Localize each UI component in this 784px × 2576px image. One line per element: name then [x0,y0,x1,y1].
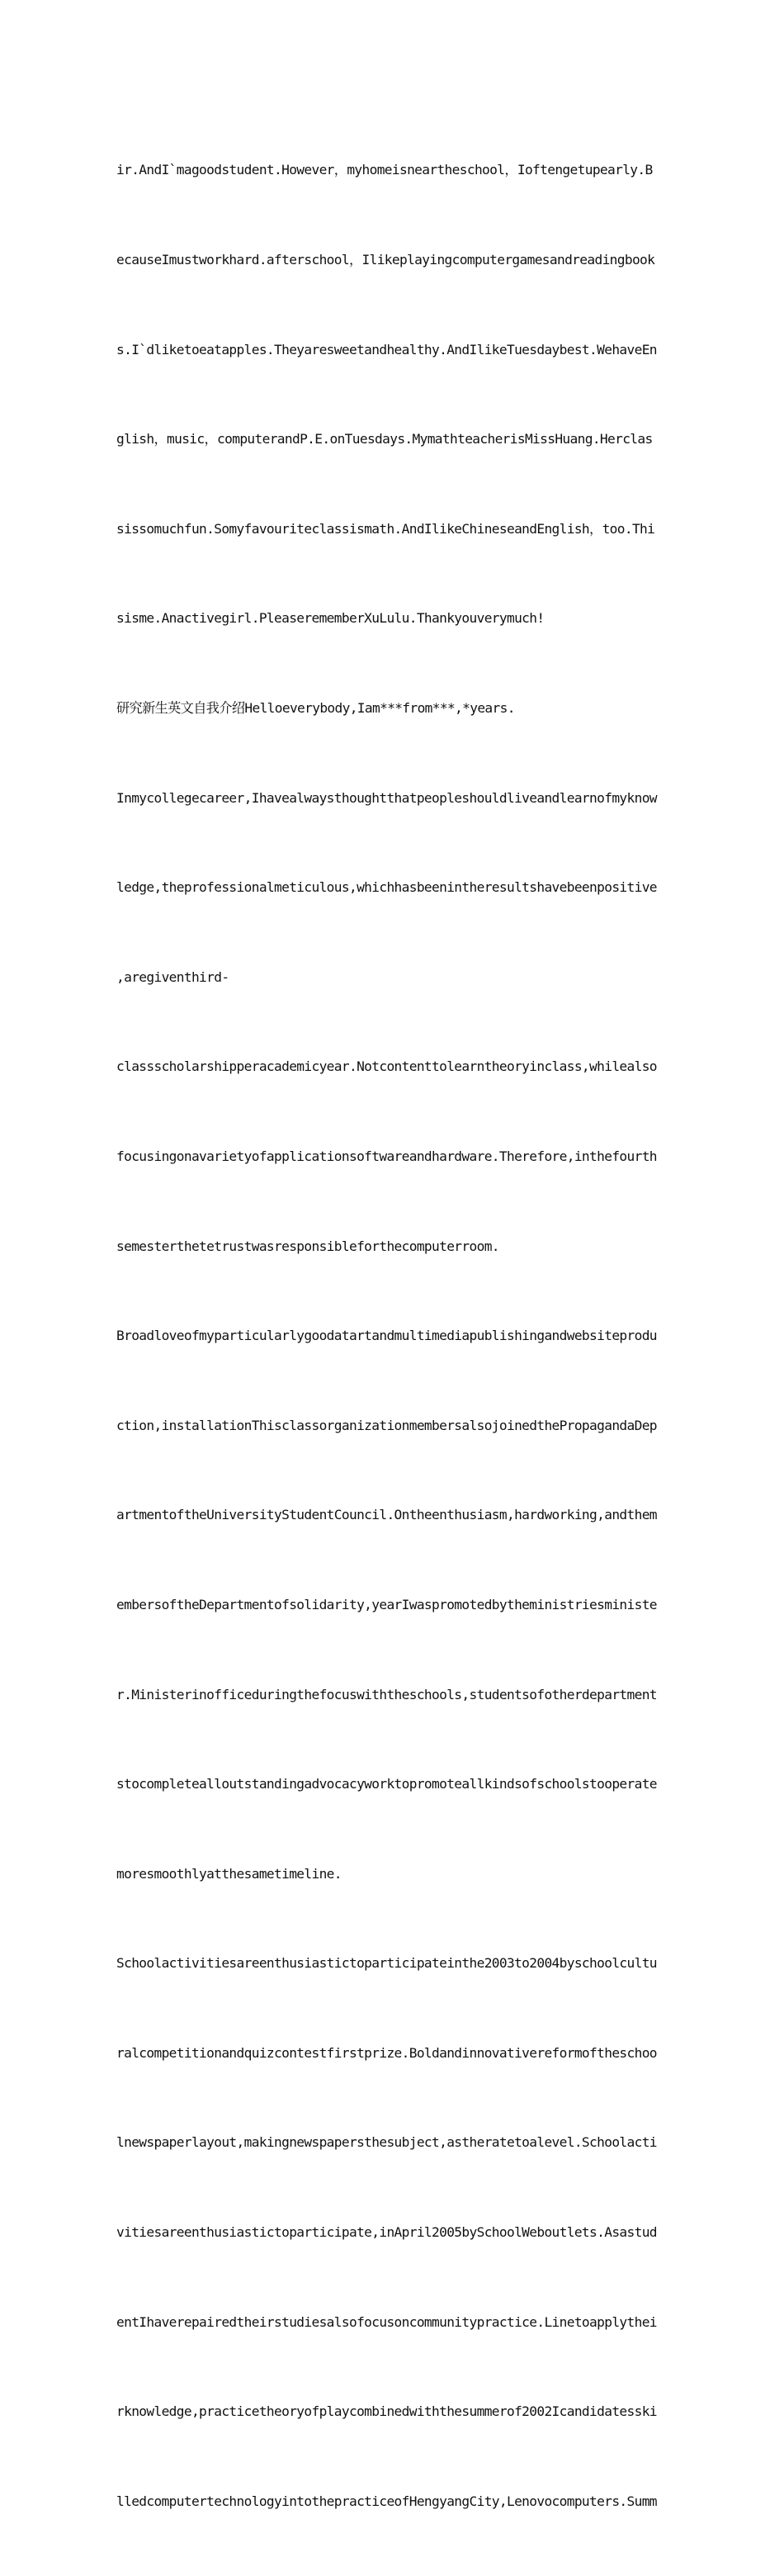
text-line: sissomuchfun.Somyfavouriteclassismath.AndIlikeChineseandEnglish，too.Thi [116,520,655,537]
text-line: ,aregiventhird- [116,968,229,985]
text-line: artmentoftheUniversityStudentCouncil.Ontheenthusiasm,hardworking,andthem [116,1507,657,1523]
text-line: stocompletealloutstandingadvocacyworktopromoteallkindsofschoolstooperate [116,1776,657,1792]
text-line: lledcomputertechnologyintothepracticeofHengyangCity,Lenovocomputers.Summ [116,2493,657,2509]
text-line: moresmoothlyatthesametimeline. [116,1865,342,1882]
text-line: Inmycollegecareer,Ihavealwaysthoughtthatpeopleshouldliveandlearnofmyknow [116,789,657,806]
text-line: semesterthetetrustwasresponsibleforthecomputerroom. [116,1238,499,1254]
text-line: ledge,theprofessionalmeticulous,whichhasbeenintheresultshavebeenpositive [116,879,657,896]
text-line: entIhaverepairedtheirstudiesalsofocusoncommunitypractice.Linetoapplythei [116,2313,657,2330]
text-line: ir.AndI`magoodstudent.However，myhomeisneartheschool，Ioftengetupearly.B [116,162,653,178]
text-line: 研究新生英文自我介绍Helloeverybody,Iam***from***,*years. [116,699,515,716]
text-line: classscholarshipperacademicyear.Notcontenttolearntheoryinclass,whilealso [116,1058,657,1075]
text-line: r.Ministerinofficeduringthefocuswiththeschools,studentsofotherdepartment [116,1686,657,1702]
text-line: focusingonavarietyofapplicationsoftwareandhardware.Therefore,inthefourth [116,1148,657,1164]
text-line: vitiesareenthusiastictoparticipate,inApril2005bySchoolWeboutlets.Asastud [116,2224,657,2241]
document-body [116,96,671,2576]
text-line: Schoolactivitiesareenthusiastictoparticipateinthe2003to2004byschoolcultu [116,1955,657,1972]
text-line: glish，music，computerandP.E.onTuesdays.MymathteacherisMissHuang.Herclas [116,431,653,447]
text-line: ecauseImustworkhard.afterschool，Ilikeplayingcomputergamesandreadingbook [116,252,655,268]
text-line: embersoftheDepartmentofsolidarity,yearIwaspromotedbytheministriesministe [116,1596,657,1612]
text-line: ralcompetitionandquizcontestfirstprize.Boldandinnovativereformoftheschoo [116,2044,657,2061]
text-line: sisme.Anactivegirl.PleaserememberXuLulu.Thankyouverymuch! [116,610,545,627]
text-line: rknowledge,practicetheoryofplaycombinedwiththesummerof2002Icandidatesski [116,2403,657,2420]
text-line: lnewspaperlayout,makingnewspapersthesubject,astheratetoalevel.Schoolacti [116,2134,657,2151]
text-line: s.I`dliketoeatapples.Theyaresweetandhealthy.AndIlikeTuesdaybest.WehaveEn [116,341,657,358]
text-line: Broadloveofmyparticularlygoodatartandmultimediapublishingandwebsiteprodu [116,1328,657,1344]
text-line: ction,installationThisclassorganizationmembersalsojoinedthePropagandaDep [116,1417,657,1433]
